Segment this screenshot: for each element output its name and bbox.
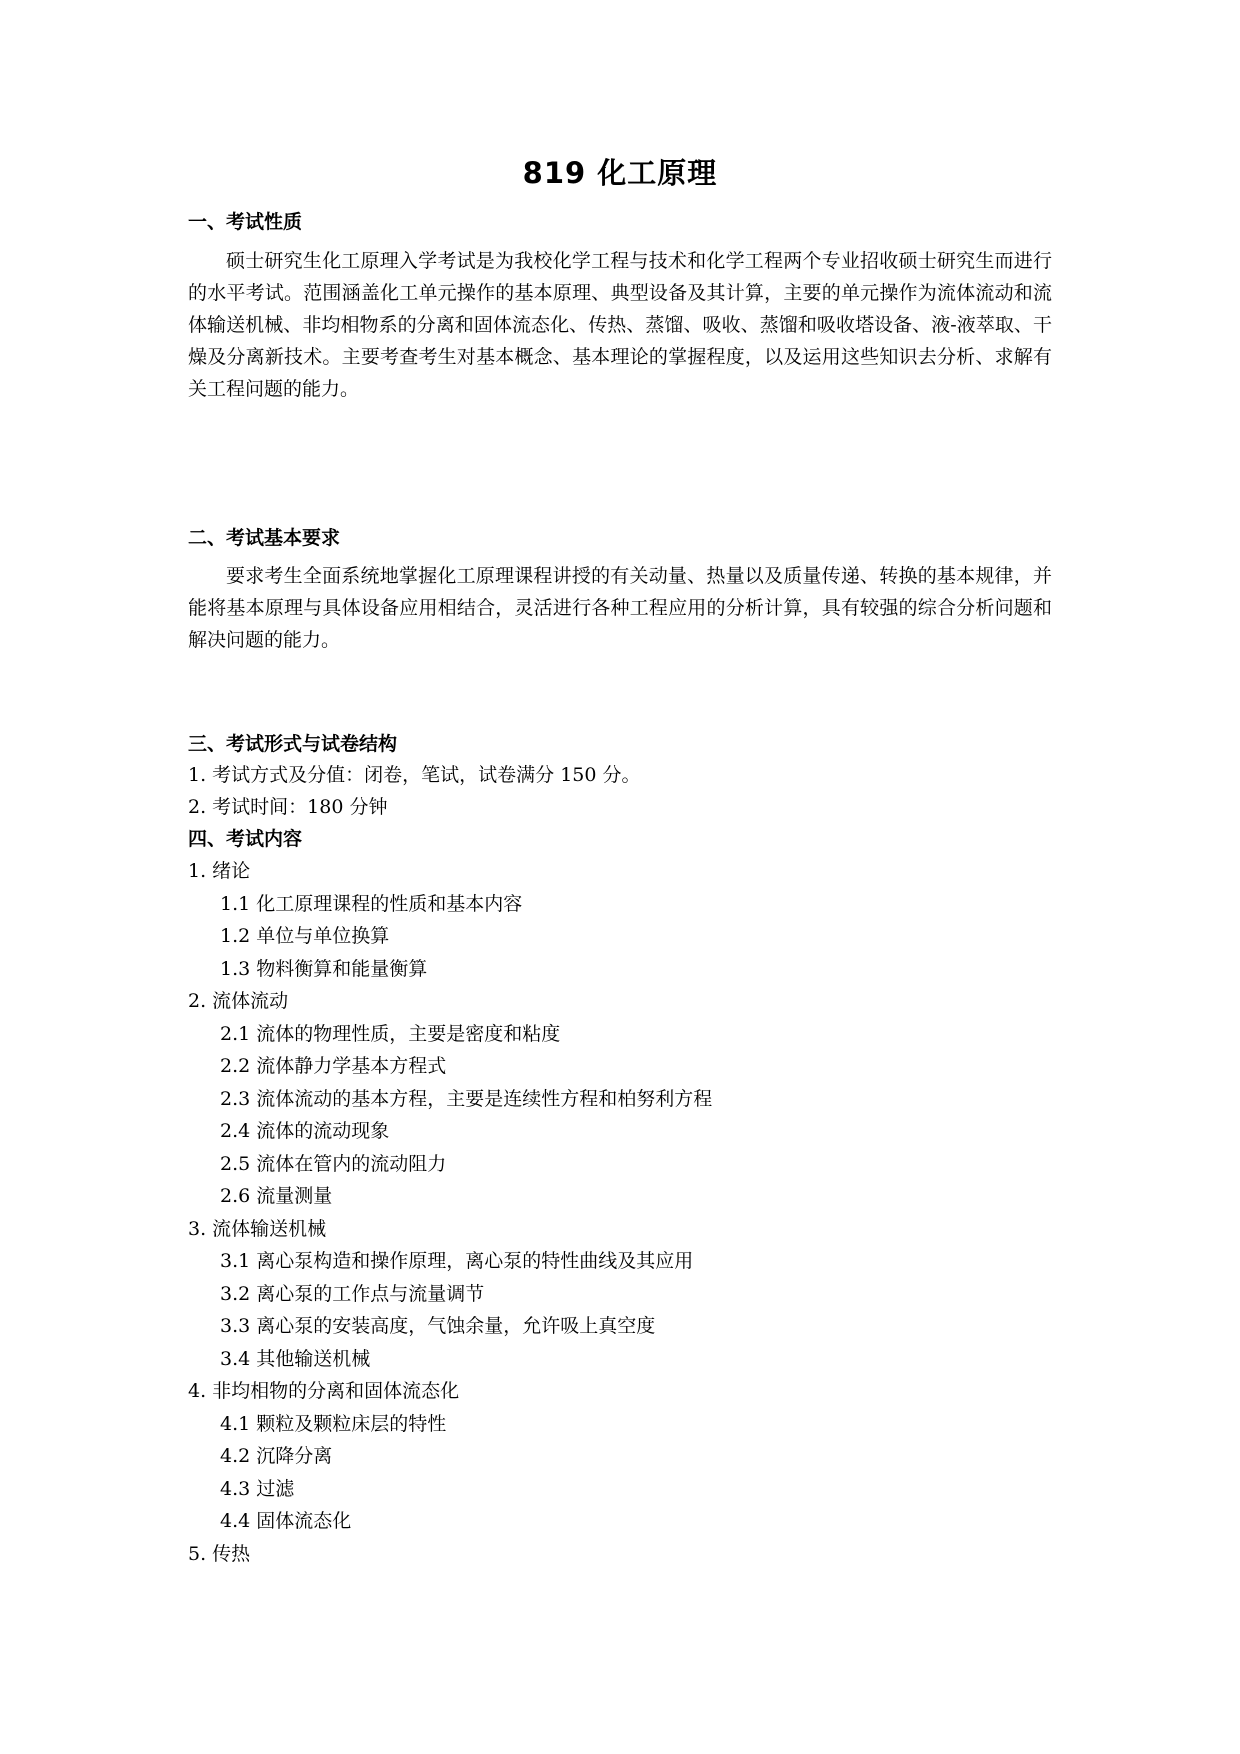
subsection-item: 2.4 流体的流动现象 [220,1120,390,1142]
subsection-item: 1.1 化工原理课程的性质和基本内容 [220,893,523,915]
subsection-item: 3.2 离心泵的工作点与流量调节 [220,1283,485,1305]
subsection-item: 4.1 颗粒及颗粒床层的特性 [220,1413,447,1435]
document-title: 819 化工原理 [522,156,718,190]
section-heading-nature: 一、考试性质 [188,211,303,233]
format-item: 1. 考试方式及分值：闭卷，笔试，试卷满分 150 分。 [188,764,641,786]
subsection-item: 3.1 离心泵构造和操作原理，离心泵的特性曲线及其应用 [220,1250,694,1272]
section-heading-format: 三、考试形式与试卷结构 [188,733,398,755]
chapter-label: 4. 非均相物的分离和固体流态化 [188,1380,460,1402]
subsection-item: 2.5 流体在管内的流动阻力 [220,1153,447,1175]
section-heading-requirements: 二、考试基本要求 [188,527,341,549]
subsection-item: 4.2 沉降分离 [220,1445,333,1467]
subsection-item: 1.2 单位与单位换算 [220,925,390,947]
subsection-item: 3.4 其他输送机械 [220,1348,371,1370]
section-paragraph-requirements: 要求考生全面系统地掌握化工原理课程讲授的有关动量、热量以及质量传递、转换的基本规律，并能将基本原理与具体设备应用相结合，灵活进行各种工程应用的分析计算，具有较强的综合分析问题和解决问题的能力。 [188,565,1052,651]
chapter-label: 1. 绪论 [188,860,251,882]
subsection-item: 4.4 固体流态化 [220,1510,352,1532]
subsection-item: 2.6 流量测量 [220,1185,333,1207]
subsection-item: 3.3 离心泵的安装高度，气蚀余量，允许吸上真空度 [220,1315,656,1337]
subsection-item: 2.1 流体的物理性质，主要是密度和粘度 [220,1023,561,1045]
subsection-item: 4.3 过滤 [220,1478,295,1500]
section-paragraph-nature: 硕士研究生化工原理入学考试是为我校化学工程与技术和化学工程两个专业招收硕士研究生而进行的水平考试。范围涵盖化工单元操作的基本原理、典型设备及其计算，主要的单元操作为流体流动和流体输送机械、非均相物系的分离和固体流态化、传热、蒸馏、吸收、蒸馏和吸收塔设备、液-液萃取、干燥及分离新技术。主要考查考生对基本概念、基本理论的掌握程度，以及运用这些知识去分析、求解有关工程问题的能力。 [188,250,1052,400]
chapter-label: 3. 流体输送机械 [188,1218,327,1240]
subsection-item: 2.3 流体流动的基本方程，主要是连续性方程和柏努利方程 [220,1088,713,1110]
section-heading-content: 四、考试内容 [188,828,303,850]
subsection-item: 1.3 物料衡算和能量衡算 [220,958,428,980]
chapter-label: 2. 流体流动 [188,990,289,1012]
format-item: 2. 考试时间：180 分钟 [188,796,388,818]
subsection-item: 2.2 流体静力学基本方程式 [220,1055,447,1077]
chapter-label: 5. 传热 [188,1543,251,1565]
